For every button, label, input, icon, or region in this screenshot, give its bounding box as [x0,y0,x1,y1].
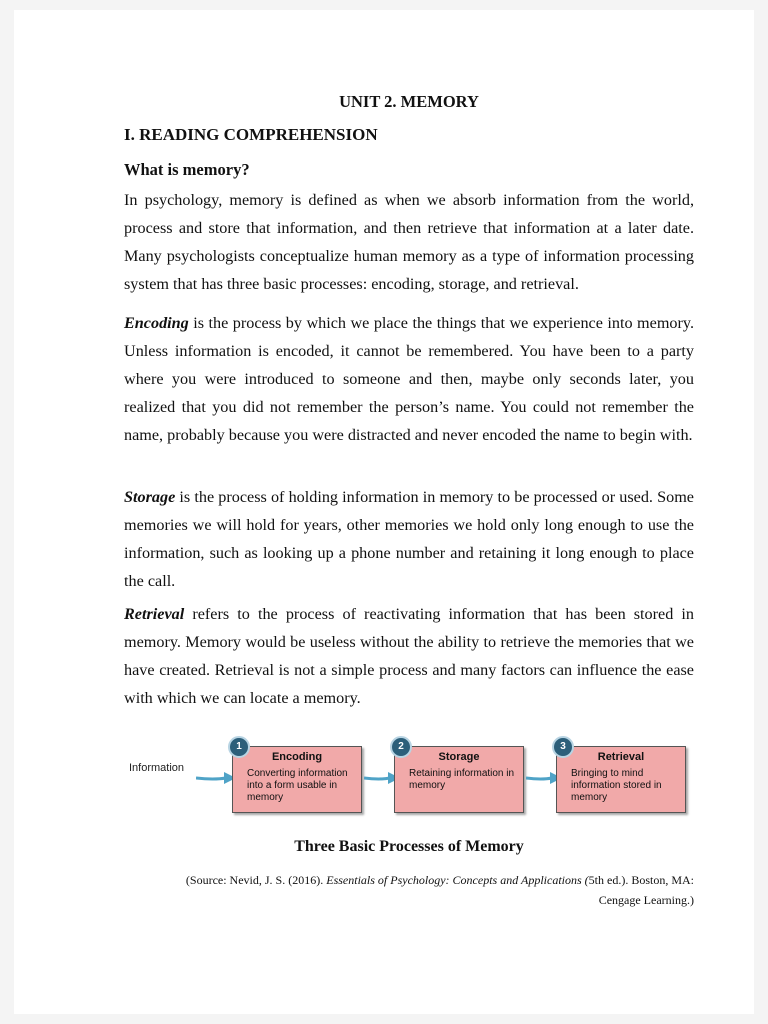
memory-process-diagram [124,732,704,822]
encoding-term: Encoding [124,314,189,332]
encoding-step-box [232,746,362,813]
storage-step-title: Storage [438,751,480,763]
step-number-badge: 3 [552,736,574,758]
storage-step-description: Retaining information in memory [409,768,515,791]
encoding-step-title: Encoding [271,751,323,763]
information-input-label: Information [129,762,185,774]
storage-paragraph [124,483,694,595]
intro-paragraph: In psychology, memory is defined as when we absorb information from the world, process and store that information, and then retrieve that information at a later date. Many psychologists conceptualize human memory as a type of information processing system that has three basic processes: encoding, storage, and retrieval. [124,191,694,293]
encoding-paragraph [124,309,694,449]
figure-caption: Three Basic Processes of Memory [294,838,524,855]
step-number-badge: 2 [390,736,412,758]
storage-term: Storage [124,488,176,506]
retrieval-step-title: Retrieval [597,751,645,763]
arrow-right-icon [196,770,236,786]
source-line-2: Cengage Learning.) [598,893,694,907]
retrieval-paragraph [124,600,694,712]
encoding-step-description: Converting information into a form usable in memory [247,768,348,803]
retrieval-step-description: Bringing to mind information stored in memory [571,768,662,803]
storage-text: is the process of holding information in memory to be processed or used. Some memories we will hold for years, other memories we hold only long enough to use the information, such as looking up a phone number and retaining it long enough to place the call. [124,488,694,590]
source-suffix: 5th ed.). Boston, MA: [588,873,694,887]
storage-step-box [394,746,524,813]
encoding-text: is the process by which we place the things that we experience into memory. Unless information is encoded, it cannot be remembered. You have been to a party where you were introduced to someone and then, maybe only seconds later, you realized that you did not remember the person’s name. You could not remember the name, probably because you were distracted and never encoded the name to begin with. [124,314,694,444]
document-page [14,10,754,1014]
unit-title: UNIT 2. MEMORY [339,92,479,111]
retrieval-text: refers to the process of reactivating information that has been stored in memory. Memory would be useless without the ability to retrieve the memories that we have created. Retrieval is not a simple process and many factors can influence the ease with which we can locate a memory. [124,605,694,707]
source-title: Essentials of Psychology: Concepts and Applications ( [326,873,589,887]
retrieval-step-box [556,746,686,813]
question-title: What is memory? [124,160,250,179]
figure-source [124,870,694,910]
retrieval-term: Retrieval [124,605,185,623]
source-prefix: (Source: Nevid, J. S. (2016). [185,873,327,887]
section-title: I. READING COMPREHENSION [124,125,378,144]
source-line-1 [124,870,694,890]
step-number-badge: 1 [228,736,250,758]
